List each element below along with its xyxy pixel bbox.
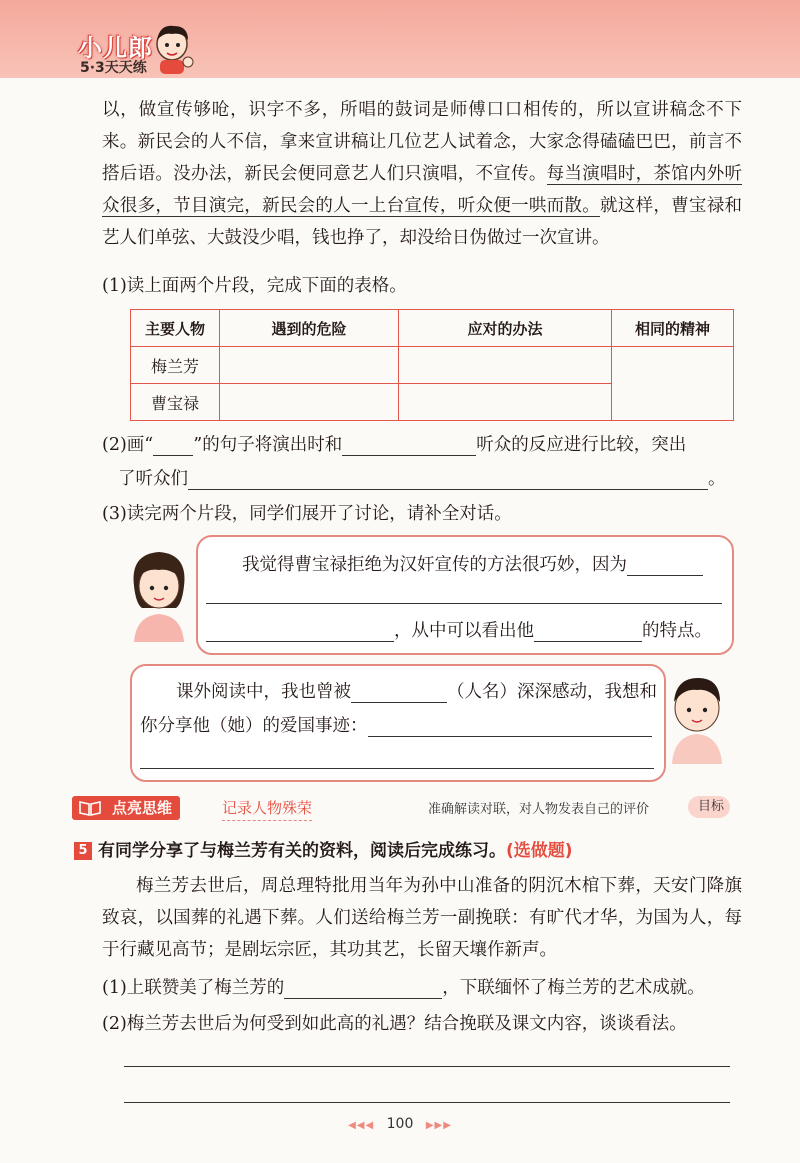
answer-blank[interactable] bbox=[368, 716, 652, 737]
section-subtitle: 记录人物殊荣 bbox=[222, 796, 312, 821]
question-1: (1)读上面两个片段，完成下面的表格。 bbox=[102, 276, 407, 296]
passage-part2: 就这样，曹宝禄和艺人们单弦、大鼓没少唱，钱也挣了，却没给日伪做过一次宣讲。 bbox=[102, 196, 742, 248]
question-3: (3)读完两个片段，同学们展开了讨论，请补全对话。 bbox=[102, 504, 512, 524]
q2-text: ”的句子将演出时和 bbox=[193, 435, 343, 455]
table-header: 相同的精神 bbox=[612, 310, 734, 347]
bubble2-text: 你分享他（她）的爱国事迹： bbox=[140, 716, 368, 736]
bubble2-text: （人名）深深感动，我想和 bbox=[447, 682, 657, 702]
boy-student-icon bbox=[664, 672, 730, 764]
answer-line[interactable] bbox=[124, 1066, 730, 1067]
answer-line[interactable] bbox=[206, 603, 722, 604]
optional-label: (选做题) bbox=[506, 841, 573, 861]
bubble2-text: 课外阅读中，我也曾被 bbox=[176, 682, 351, 702]
passage-part1: 以，做宣传够呛，识字不多，所唱的鼓词是师傅口口相传的，所以宣讲稿念不下来。新民会的人不信，拿来宣讲稿让几位艺人试着念，大家念得磕磕巴巴，前言不搭后语。没办法，新民会便同意艺人们只演唱，不宣传。 bbox=[102, 100, 742, 184]
bubble1-line3 bbox=[206, 617, 712, 642]
q5-subquestion-2: (2)梅兰芳去世后为何受到如此高的礼遇？结合挽联及课文内容，谈谈看法。 bbox=[102, 1014, 687, 1034]
passage-text bbox=[102, 94, 742, 254]
q5-title-text: 有同学分享了与梅兰芳有关的资料，阅读后完成练习。 bbox=[98, 841, 506, 861]
speech-bubble-2 bbox=[130, 664, 666, 782]
page-footer bbox=[0, 1116, 800, 1132]
answer-blank[interactable] bbox=[206, 621, 394, 642]
table-row bbox=[131, 347, 734, 384]
row-label: 梅兰芳 bbox=[131, 347, 220, 384]
section-bar bbox=[72, 796, 732, 824]
q5-passage: 梅兰芳去世后，周总理特批用当年为孙中山准备的阴沉木棺下葬，天安门降旗致哀，以国葬的礼遇下葬。人们送给梅兰芳一副挽联：有旷代才华，为国为人，每于行藏见高节；是剧坛宗匠，其功其艺，长留天壤作新声。 bbox=[102, 876, 742, 960]
answer-blank[interactable] bbox=[627, 555, 703, 576]
answer-blank[interactable] bbox=[342, 435, 476, 456]
section-description: 准确解读对联，对人物发表自己的评价 bbox=[428, 802, 650, 817]
answer-cell[interactable] bbox=[399, 347, 612, 384]
answer-cell[interactable] bbox=[399, 384, 612, 421]
series-label: 5·3天天练 bbox=[80, 60, 147, 76]
answer-line[interactable] bbox=[124, 1102, 730, 1103]
brand-logo: 小儿郎 bbox=[78, 34, 153, 62]
open-book-icon bbox=[78, 799, 102, 817]
bubble1-text: ，从中可以看出他 bbox=[394, 621, 534, 641]
section-tag bbox=[72, 796, 180, 820]
girl-student-icon bbox=[126, 546, 192, 642]
q5-subquestion-1 bbox=[102, 974, 705, 999]
answer-cell[interactable] bbox=[220, 384, 399, 421]
q2-text: 听众的反应进行比较，突出 bbox=[476, 435, 687, 455]
question-2-line1 bbox=[102, 431, 686, 456]
comparison-table bbox=[130, 309, 734, 421]
bubble1-line1 bbox=[242, 551, 703, 576]
underlined-sentence: 每当演唱时，茶馆内外听众很多，节目演完，新民会的人一上台宣传，听众便一哄而散。 bbox=[102, 164, 743, 216]
question-2-line2 bbox=[118, 465, 726, 490]
answer-blank[interactable] bbox=[153, 435, 193, 456]
table-header-row bbox=[131, 310, 734, 347]
answer-blank[interactable] bbox=[188, 469, 708, 490]
answer-blank[interactable] bbox=[534, 621, 642, 642]
bubble1-text: 的特点。 bbox=[642, 621, 712, 641]
table-header: 应对的办法 bbox=[399, 310, 612, 347]
q5-text: ，下联缅怀了梅兰芳的艺术成就。 bbox=[442, 978, 705, 998]
q5-text: (1)上联赞美了梅兰芳的 bbox=[102, 978, 285, 998]
boy-mascot-icon bbox=[150, 20, 196, 76]
goal-badge: 目标 bbox=[688, 796, 730, 818]
table-header: 主要人物 bbox=[131, 310, 220, 347]
answer-cell[interactable] bbox=[220, 347, 399, 384]
answer-blank[interactable] bbox=[351, 682, 447, 703]
page-number: 100 bbox=[386, 1116, 414, 1132]
answer-blank[interactable] bbox=[284, 978, 442, 999]
q2-text: (2)画“ bbox=[102, 435, 154, 455]
right-arrows-icon: ▶▶▶ bbox=[425, 1120, 452, 1131]
bubble1-text: 我觉得曹宝禄拒绝为汉奸宣传的方法很巧妙，因为 bbox=[242, 555, 627, 575]
q2-text: 。 bbox=[708, 469, 726, 489]
speech-bubble-1 bbox=[196, 535, 734, 655]
left-arrows-icon: ◀◀◀ bbox=[348, 1120, 375, 1131]
q2-text: 了听众们 bbox=[118, 469, 188, 489]
question-number: 5 bbox=[74, 842, 92, 860]
answer-cell[interactable] bbox=[612, 347, 734, 421]
bubble2-line2 bbox=[140, 712, 652, 737]
section-tag-label: 点亮思维 bbox=[112, 799, 173, 817]
answer-line[interactable] bbox=[140, 768, 654, 769]
row-label: 曹宝禄 bbox=[131, 384, 220, 421]
table-header: 遇到的危险 bbox=[220, 310, 399, 347]
bubble2-line1 bbox=[176, 678, 657, 703]
question-5-title bbox=[74, 836, 573, 861]
